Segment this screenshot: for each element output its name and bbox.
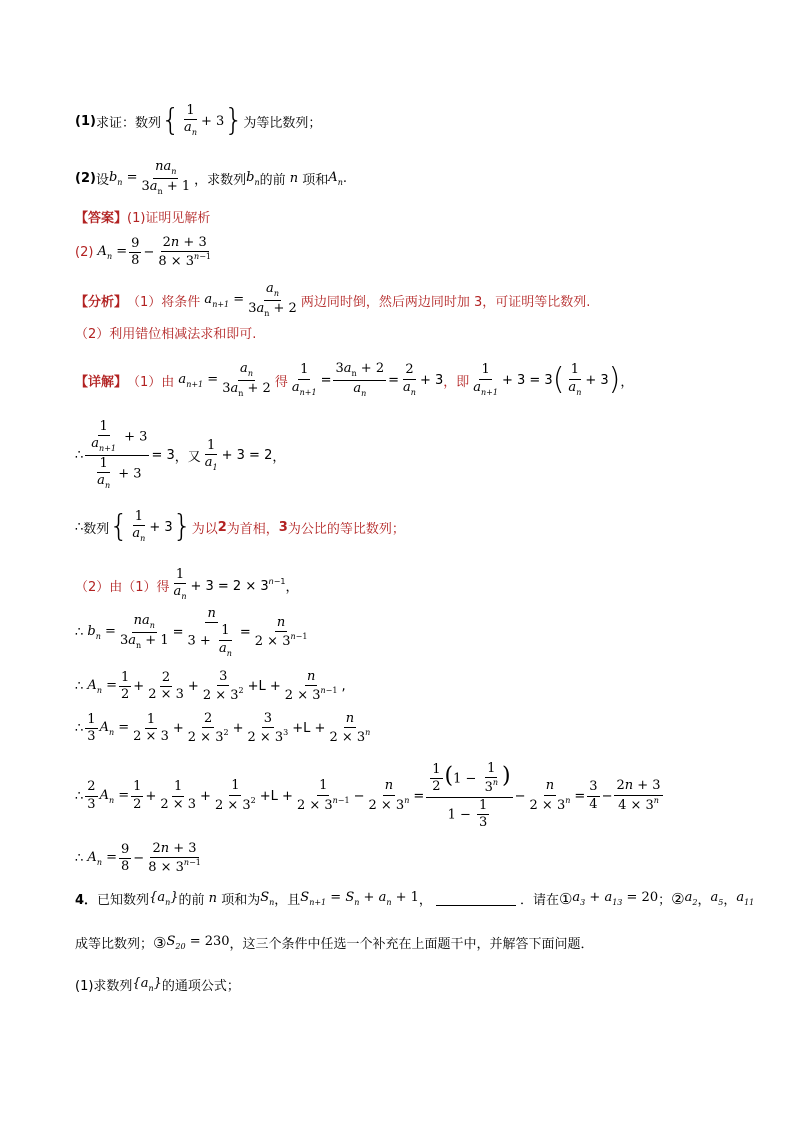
q4-sub1b: 的通项公式； <box>161 979 240 994</box>
detail-text8a: 为以 <box>191 521 218 537</box>
detail-text3: ，即 <box>443 374 470 390</box>
q4-text6: ．请在 <box>519 893 559 908</box>
therefore-6: ∴ <box>75 788 84 804</box>
therefore-1: ∴ <box>75 448 84 464</box>
detail-line8: ∴ $\frac{2}{3}$ $A_n$ = $\frac{1}{2}$ + $\frac{1}{2 \times 3}$ + $\frac{1}{2 \times 3^2}$ + L + $\frac{1}{2 \times 3^{n-1}}$ − $\frac{n}{2 \times 3^n}$ = $\frac{1}{2}$ (1 − $\frac{1}{3^n}$ ) 1 − $\frac{1}{3}$ − $\frac{n}{2 \times 3^n}$ = $\frac{3}{4}$ − $\frac{2n + 3}{4 \times 3^n}$ <box>75 761 661 830</box>
detail-line1: 【详解】 （1）由 $a_{n+1}$ = $\frac{a_n}{3a_n + 2}$ 得 $\frac{1}{a_{n+1}}$ = $\frac{3a_n + 2}{a_n}$ = $\frac{2}{a_n}$ + 3 ，即 $\frac{1}{a_{n+1}}$ + 3 = 3 ( $\frac{1}{a_n}$ + 3 ) ， <box>75 361 634 398</box>
analysis-line2 <box>75 323 256 342</box>
frac-2n3: $\frac{2n + 3}{8 \times 3^{n-1}}$ <box>158 235 211 270</box>
ratio-fraction: $\frac{1}{a_{n+1}}$ + 3 $\frac{1}{a_n}$ + 3 <box>85 420 149 491</box>
circle-2: ② <box>671 889 685 908</box>
therefore-5: ∴ <box>75 721 84 737</box>
fill-blank[interactable] <box>436 891 516 906</box>
detail-text5: ，又 <box>174 450 201 466</box>
circle-3: ③ <box>153 933 167 952</box>
detail-text7: 数列 <box>83 521 110 537</box>
detail-line6: ∴ $A_n$ = $\frac{1}{2}$ + $\frac{2}{2 \times 3}$ + $\frac{3}{2 \times 3^2}$ + L + $\frac{n}{2 \times 3^{n-1}}$ , <box>75 669 346 704</box>
analysis-text3: （2）利用错位相减法求和即可. <box>75 327 257 342</box>
answer-line <box>75 207 210 226</box>
detail-tag: 【详解】 <box>75 374 128 390</box>
detail-text8d: 3 <box>278 519 288 535</box>
part2-line <box>75 160 347 197</box>
detail-text9: （2）由（1）得 <box>75 579 170 595</box>
therefore-3: ∴ <box>75 625 84 641</box>
detail-text8b: 2 <box>217 519 227 535</box>
part2-label: (2) <box>75 170 96 186</box>
q4-text3: 项和为 <box>221 893 261 908</box>
detail-text8c: 为首相， <box>226 521 279 537</box>
recurrence: $a_{n+1}$ = <box>200 291 245 309</box>
detail-text8e: 为公比的等比数列； <box>287 521 405 537</box>
bn-symbol2: $b_n$ <box>246 169 260 187</box>
detail-line2: ∴ $\frac{1}{a_{n+1}}$ + 3 $\frac{1}{a_n}$ + 3 = 3 ，又 $\frac{1}{a_1}$ + 3 = 2 ， <box>75 419 286 491</box>
therefore-7: ∴ <box>75 851 84 867</box>
analysis-text2: 两边同时倒，然后两边同时加 3，可证明等比数列. <box>300 294 591 310</box>
q4-text7: ； <box>658 893 672 908</box>
continuation-2: L <box>303 721 311 737</box>
q4-text9: ， <box>723 893 737 908</box>
n-symbol: n <box>285 170 303 186</box>
An-eq: $A_n$ = <box>93 244 128 262</box>
therefore-2: ∴ <box>75 519 84 535</box>
answer-tag: 【答案】 <box>75 211 128 226</box>
part1-text-end: 为等比数列； <box>243 115 322 131</box>
q4-line2: 成等比数列； ③ $S_{20} = 230$ ，这三个条件中任选一个补充在上面题干中，并解答下面问题． <box>75 933 594 952</box>
circle-1: ① <box>558 889 573 908</box>
answer-part2-label: (2) <box>75 245 94 261</box>
answer-part1: (1)证明见解析 <box>127 211 211 226</box>
detail-text2: 得 <box>274 374 288 390</box>
left-brace: { <box>160 103 181 139</box>
bn-fraction: $\frac{na_n}{3a_n + 1}$ <box>141 159 191 196</box>
analysis-line <box>75 282 590 319</box>
detail-text1: （1）由 <box>127 374 175 390</box>
analysis-text1: （1）将条件 <box>127 294 201 310</box>
detail-text4: ， <box>620 374 634 390</box>
part1-text: 求证：数列 <box>95 115 161 131</box>
part2-text3: 的前 <box>259 172 286 188</box>
q4-line1: 4． 已知数列 $\{a_n\}$ 的前 n 项和为 $S_n$ ，且 $S_{n+1} = S_n + a_n + 1$ ， ．请在 ① $a_3 + a_{13} = 20$ ； ② $a_2$ ， $a_5$ ， $a_{11}$ <box>75 889 755 908</box>
q4-text5: ， <box>418 893 432 908</box>
part2-text: 设 <box>95 172 109 188</box>
fraction-1-over-an: $\frac{1}{a_n}$ <box>184 103 197 138</box>
continuation-3: L <box>270 788 278 804</box>
q4-text4: ，且 <box>274 893 301 908</box>
part2-text4: 项和 <box>302 172 329 188</box>
q4-line3: (1)求数列 $\{a_n\}$ 的通项公式； <box>75 976 240 994</box>
detail-text10: ， <box>285 579 299 595</box>
right-brace: } <box>224 103 244 139</box>
q4-text2: 的前 <box>178 893 205 908</box>
q4-text10: 成等比数列； <box>75 937 154 952</box>
An-symbol: $A_n$ <box>328 169 343 187</box>
part2-text2: ，求数列 <box>194 172 247 188</box>
bn-symbol: $b_n$ = <box>108 169 138 187</box>
detail-text6: ， <box>272 450 286 466</box>
detail-line5: ∴ $b_n$ = $\frac{na_n}{3a_n + 1}$ = n 3 + $\frac{1}{a_n}$ = $\frac{n}{2 \times 3^{n-1}}$ <box>75 606 308 658</box>
q4-text11: ，这三个条件中任选一个补充在上面题干中，并解答下面问题． <box>229 937 594 952</box>
detail-line7: ∴ $\frac{1}{3}$ $A_n$ = $\frac{1}{2 \times 3}$ + $\frac{2}{2 \times 3^2}$ + $\frac{3}{2 \times 3^3}$ + L + $\frac{n}{2 \times 3^n}$ <box>75 711 371 746</box>
part1-line: (1) 求证：数列 { $\frac{1}{a_n}$ + 3 } 为等比数列； <box>75 103 322 139</box>
frac-9-8: $\frac{9}{8}$ <box>131 236 140 269</box>
detail-line4: （2）由（1）得 $\frac{1}{a_n}$ + $3 = 2 \times 3^{n-1}$ ， <box>75 567 299 602</box>
continuation-1: L <box>258 679 266 695</box>
answer-part2-line: (2) $A_n$ = $\frac{9}{8}$ − $\frac{2n + 3}{8 \times 3^{n-1}}$ <box>75 235 211 270</box>
q4-text8: ， <box>697 893 711 908</box>
recurrence-frac: $\frac{a_n}{3a_n + 2}$ <box>248 281 297 318</box>
analysis-tag: 【分析】 <box>75 294 128 310</box>
part1-label: (1) <box>75 113 96 129</box>
detail-line9: ∴ $A_n$ = $\frac{9}{8}$ − $\frac{2n + 3}{8 \times 3^{n-1}}$ <box>75 841 201 876</box>
part2-text5: . <box>342 170 347 186</box>
q4-sub1: (1)求数列 <box>75 979 133 994</box>
q4-text1: 已知数列 <box>97 893 150 908</box>
therefore-4: ∴ <box>75 679 84 695</box>
q4-number: 4． <box>75 893 98 908</box>
detail-line3: ∴ 数列 { $\frac{1}{a_n}$ + 3 } 为以 2 为首相， 3 为公比的等比数列； <box>75 509 405 545</box>
